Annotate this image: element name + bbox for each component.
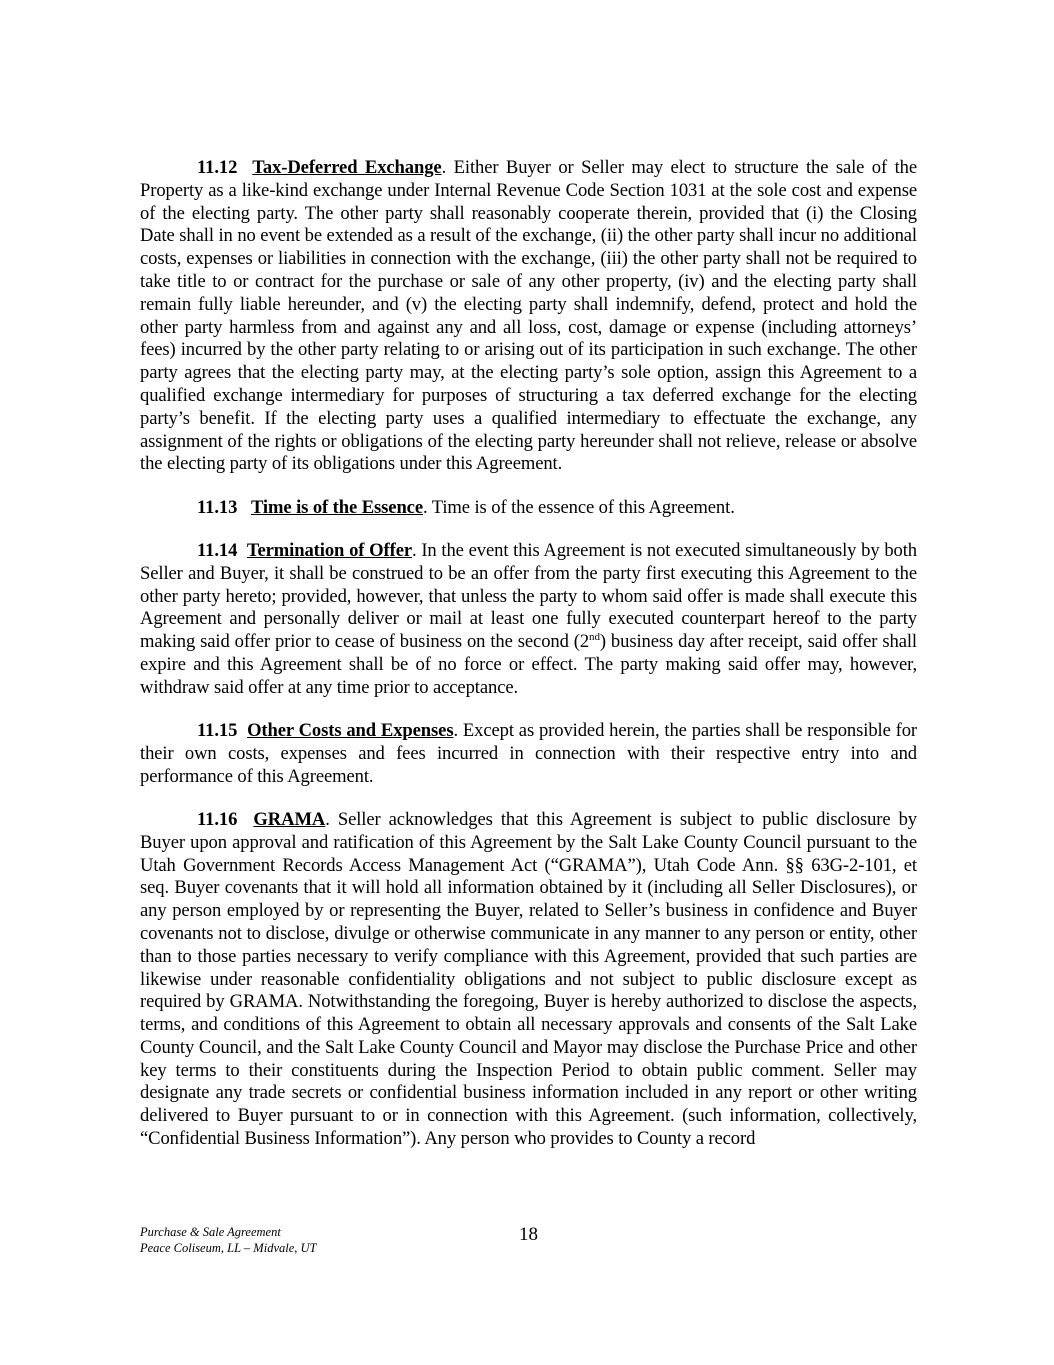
section-number: 11.16 — [197, 808, 238, 830]
document-body — [140, 157, 917, 1151]
section-number: 11.12 — [197, 157, 238, 178]
section-11-13 — [140, 497, 917, 520]
section-text: . Except as provided herein, the parties shall be responsible for their own costs, expenses and fees incurred in connection with their respective entry into and performance of this Agreement. — [140, 720, 917, 787]
section-title: Time is of the Essence — [250, 496, 423, 518]
section-number: 11.15 — [197, 720, 238, 742]
ordinal-suffix: nd — [589, 631, 600, 644]
section-title: Tax-Deferred Exchange — [252, 157, 442, 178]
section-text: . Either Buyer or Seller may elect to structure the sale of the Property as a like-kind exchange under Internal Revenue Code Section 1031 at the sole cost and expense of the electing party. The other party shall reasonably cooperate therein, provided that (i) the Closing Date shall in no event be extended as a result of the exchange, (ii) the other party shall incur no additional costs, expenses or liabilities in connection with the exchange, (iii) the other party shall not be required to take title to or contract for the purchase or sale of any other property, (iv) and the electing party shall remain fully liable hereunder, and (v) the electing party shall indemnify, defend, protect and hold the other party harmless from and against any and all loss, cost, damage or expense (including attorneys’ fees) incurred by the other party relating to or arising out of its participation in such exchange. The other party agrees that the electing party may, at the electing party’s sole option, assign this Agreement to a qualified exchange intermediary for purposes of structuring a tax deferred exchange for the electing party’s benefit. If the electing party uses a qualified intermediary to effectuate the exchange, any assignment of the rights or obligations of the electing party hereunder shall not relieve, release or absolve the electing party of its obligations under this Agreement. — [140, 157, 917, 475]
section-11-16 — [140, 809, 917, 1151]
section-11-14 — [140, 540, 917, 700]
section-title: Other Costs and Expenses — [247, 720, 454, 742]
section-text: . In the event this Agreement is not executed simultaneously by both Seller and Buyer, it shall be construed to be an offer from the party first executing this Agreement to the other party hereto; provided, however, that unless the party to whom said offer is made shall execute this Agreement and personally deliver or mail at least one fully executed counterpart hereof to the party making said offer prior to cease of business on the second (2 — [140, 539, 917, 653]
section-11-15 — [140, 720, 917, 788]
footer-line-property: Peace Coliseum, LL – Midvale, UT — [140, 1241, 317, 1255]
page-number: 18 — [519, 1224, 538, 1245]
section-title: Termination of Offer — [246, 539, 412, 561]
footer-document-title — [140, 1224, 317, 1256]
section-text: . Time is of the essence of this Agreement. — [423, 496, 735, 518]
section-title: GRAMA — [253, 808, 326, 830]
section-text: . Seller acknowledges that this Agreement is subject to public disclosure by Buyer upon approval and ratification of this Agreement by the Salt Lake County Council pursuant to the Utah Government Records Access Management Act (“GRAMA”), Utah Code Ann. §§ 63G-2-101, et seq. Buyer covenants that it will hold all information obtained by it (including all Seller Disclosures), or any person employed by or representing the Buyer, related to Seller’s business in confidence and Buyer covenants not to disclose, divulge or otherwise communicate in any manner to any person or entity, other than to those parties necessary to verify compliance with this Agreement, provided that such parties are likewise under reasonable confidentiality obligations and not subject to public disclosure except as required by GRAMA. Notwithstanding the foregoing, Buyer is hereby authorized to disclose the aspects, terms, and conditions of this Agreement to obtain all necessary approvals and consents of the Salt Lake County Council, and the Salt Lake County Council and Mayor may disclose the Purchase Price and other key terms to their constituents during the Inspection Period to obtain public comment. Seller may designate any trade secrets or confidential business information included in any report or other writing delivered to Buyer pursuant to or in connection with this Agreement. (such information, collectively, “Confidential Business Information”). Any person who provides to County a record — [140, 808, 917, 1150]
section-text-continued: ) business day after receipt, said offer shall expire and this Agreement shall be of no force or effect. The party making said offer may, however, withdraw said offer at any time prior to acceptance. — [140, 631, 917, 698]
section-number: 11.14 — [197, 539, 238, 561]
footer-line-agreement: Purchase & Sale Agreement — [140, 1225, 281, 1239]
section-11-12 — [140, 157, 917, 476]
section-number: 11.13 — [197, 496, 238, 518]
